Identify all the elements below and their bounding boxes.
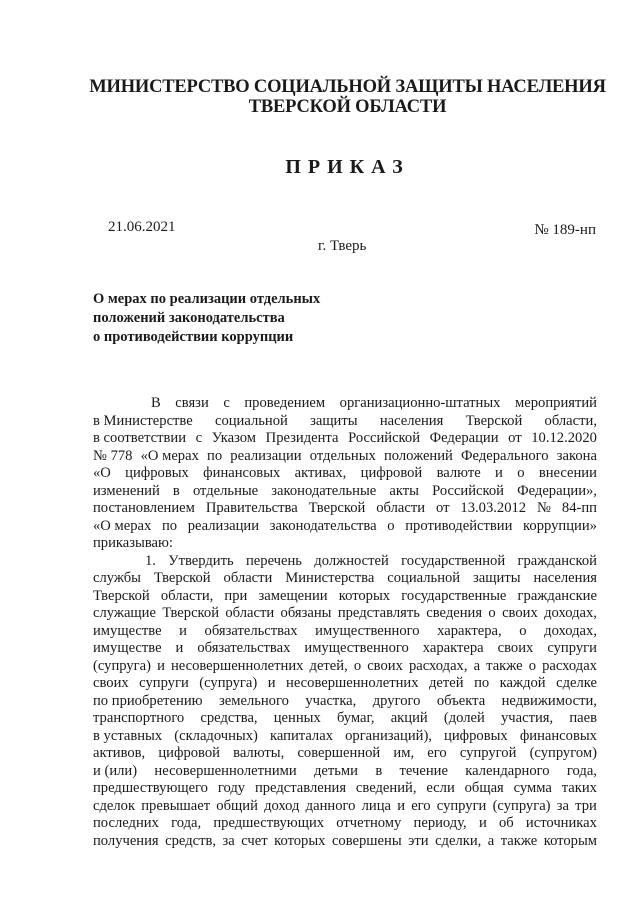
body-word: цифровой <box>158 745 220 761</box>
body-word: три <box>575 797 597 814</box>
body-line <box>93 675 597 693</box>
body-line <box>93 710 597 728</box>
body-word: также <box>486 657 523 674</box>
body-line <box>93 745 597 763</box>
body-line <box>93 553 597 571</box>
body-word: и <box>179 622 187 639</box>
body-word: эти <box>408 832 429 849</box>
body-word: супруги <box>547 640 597 656</box>
body-word: земельного <box>218 692 289 709</box>
body-word: от <box>435 500 450 516</box>
body-word: проведением <box>244 395 326 411</box>
body-word: совершенной <box>297 745 381 761</box>
body-word: календарного <box>465 762 550 779</box>
body-word: Тверской <box>162 605 220 621</box>
body-line <box>93 518 597 536</box>
body-word: отчетному <box>336 815 402 831</box>
body-word: гражданской <box>517 552 597 569</box>
body-word: изменений <box>93 482 160 499</box>
body-word: и (или) <box>93 762 138 779</box>
body-word: имущественного <box>315 622 420 639</box>
body-word: активах, <box>294 465 347 481</box>
body-line <box>93 763 597 781</box>
body-word: № 778 <box>93 447 133 464</box>
body-word: замещении <box>258 587 328 604</box>
body-line <box>93 448 597 466</box>
order-city: г. Тверь <box>318 238 367 254</box>
body-word: имуществе <box>93 622 162 639</box>
body-word: расходах, <box>408 657 468 674</box>
body-word: Федерации <box>429 430 499 446</box>
body-word: реализации <box>230 447 302 464</box>
body-word: своих <box>497 640 534 656</box>
body-word: «О мерах <box>93 517 152 534</box>
body-word: акций <box>390 710 428 726</box>
body-word: Президента <box>265 430 339 446</box>
body-word: транспортного <box>93 710 185 726</box>
body-word: Министерства <box>285 570 375 586</box>
body-word: расходах <box>542 657 597 674</box>
body-word: закона <box>556 447 597 464</box>
ministry-header <box>60 77 635 117</box>
body-word: финансовых <box>203 465 281 481</box>
body-word: Правительства <box>205 500 298 516</box>
body-line <box>93 605 597 623</box>
body-line <box>93 658 597 676</box>
body-word: 10.12.2020 <box>531 430 597 446</box>
body-word: внесении <box>538 465 597 481</box>
order-body-text <box>93 395 597 850</box>
body-word: связи <box>175 395 209 411</box>
body-word: супруги <box>139 675 189 691</box>
body-word: Федерального <box>461 447 549 464</box>
body-word: цифровых <box>125 465 189 481</box>
body-word: сделок <box>93 797 136 814</box>
body-word: в Министерстве <box>93 412 193 429</box>
subject-line: о противодействии коррупции <box>93 329 294 345</box>
body-word: сделки, <box>435 832 482 849</box>
body-word: а <box>473 657 481 674</box>
body-word: по приобретению <box>93 692 203 709</box>
body-word: Указом <box>211 430 257 446</box>
body-word: им, <box>393 745 415 761</box>
body-word: (супругом) <box>529 745 597 761</box>
subject-line: положений законодательства <box>93 310 285 326</box>
body-word: обязательствах <box>197 640 291 656</box>
body-word: средства, <box>200 710 258 726</box>
body-word: обязаны <box>280 605 332 621</box>
body-word: в соответствии <box>93 430 186 446</box>
body-word: положений <box>383 447 453 464</box>
body-word: законодательные <box>271 482 377 499</box>
body-word: (супруга) <box>93 657 151 674</box>
body-word: общий <box>216 797 258 814</box>
body-word: превышает <box>141 797 211 814</box>
body-word: социальной <box>214 412 288 429</box>
body-word: по <box>474 675 490 691</box>
body-line <box>93 798 597 816</box>
body-word: последних <box>93 815 159 831</box>
body-word: имуществе <box>93 640 162 656</box>
body-word: представлять <box>337 605 420 621</box>
body-word: В <box>151 395 161 411</box>
body-word: по <box>207 447 223 464</box>
body-word: если <box>426 780 455 796</box>
body-word: по <box>161 517 178 534</box>
body-word: своих <box>367 657 403 674</box>
body-line <box>93 815 597 833</box>
body-word: которых <box>338 587 391 604</box>
body-line <box>93 728 597 746</box>
body-word: и <box>495 465 503 481</box>
body-word: паев <box>569 710 597 726</box>
body-word: за <box>222 832 235 849</box>
body-word: каждой <box>499 675 546 691</box>
body-word: с <box>195 430 203 446</box>
body-word: защиты <box>473 570 521 586</box>
body-line <box>93 693 597 711</box>
body-word: о <box>353 657 362 674</box>
body-word: предшествующих <box>213 815 325 831</box>
body-word: области, <box>160 587 214 604</box>
body-word: и <box>478 815 487 831</box>
body-word: течение <box>399 762 448 779</box>
body-word: и <box>157 657 165 674</box>
body-word: объекта <box>436 692 486 709</box>
body-word: 13.03.2012 <box>460 500 527 516</box>
body-word: гражданские <box>517 587 597 604</box>
body-word: валюты, <box>233 745 285 761</box>
body-word: Утвердить <box>168 552 234 569</box>
body-word: источниках <box>525 815 597 831</box>
body-word: населения <box>533 570 597 586</box>
body-word: его <box>427 745 447 761</box>
body-line <box>93 465 597 483</box>
ministry-name-line1: МИНИСТЕРСТВО СОЦИАЛЬНОЙ ЗАЩИТЫ НАСЕЛЕНИЯ <box>89 77 606 97</box>
body-word: мероприятий <box>515 395 597 411</box>
body-line <box>93 500 597 518</box>
body-word: Российской <box>432 482 504 499</box>
body-word: участия, <box>501 710 554 726</box>
body-word: и <box>397 797 405 814</box>
body-word: (долей <box>443 710 485 726</box>
body-word: совершены <box>331 832 402 849</box>
body-word: социальной <box>387 570 461 586</box>
body-word: своих <box>502 605 538 621</box>
body-word: за <box>556 797 569 814</box>
body-word: и <box>267 675 276 691</box>
body-line <box>93 623 597 641</box>
body-word: и <box>175 640 184 656</box>
body-word: характера, <box>437 622 502 639</box>
body-word: детей <box>429 675 464 691</box>
body-word: а <box>487 832 495 849</box>
order-number: № 189-нп <box>534 222 596 238</box>
body-word: о <box>488 605 496 621</box>
body-word: Тверской <box>93 587 150 604</box>
body-word: коррупции» <box>523 517 597 534</box>
body-word: области, <box>544 412 597 429</box>
body-word: сделке <box>556 675 597 691</box>
body-word: Российской <box>348 430 420 446</box>
body-word: должностей <box>314 552 389 569</box>
body-word: «О мерах <box>140 447 199 464</box>
body-word: имущественного <box>304 640 409 656</box>
body-word: году <box>217 780 246 796</box>
body-word: получения <box>93 832 159 849</box>
body-word: государственные <box>401 587 507 604</box>
body-word: «О <box>93 465 111 481</box>
body-word: службы <box>93 570 141 586</box>
order-subject <box>93 290 320 347</box>
body-line <box>93 588 597 606</box>
body-word: реализации <box>187 517 260 534</box>
body-word: об <box>498 815 514 831</box>
body-word: обязательствах <box>204 622 298 639</box>
body-word: финансовых <box>519 727 597 744</box>
body-word: характера <box>422 640 484 656</box>
body-word: детей, <box>309 657 348 674</box>
body-word: в уставных <box>93 727 163 744</box>
body-word: от <box>508 430 522 446</box>
body-word: организационно-штатных <box>339 395 501 411</box>
body-word: валюте <box>436 465 481 481</box>
body-word: бумаг, <box>336 710 375 726</box>
body-word: области <box>223 570 273 586</box>
body-word: населения <box>379 412 444 429</box>
body-word: счет <box>241 832 268 849</box>
body-word: о <box>528 657 537 674</box>
body-word: также <box>500 832 538 849</box>
body-word: (складочных) <box>174 727 258 744</box>
body-word: Федерации», <box>517 482 597 499</box>
body-word: недвижимости, <box>501 692 597 709</box>
body-line <box>93 640 597 658</box>
body-word: Тверской <box>153 570 211 586</box>
body-word: защиты <box>310 412 358 429</box>
body-word: о <box>519 622 527 639</box>
ministry-name-line2: ТВЕРСКОЙ ОБЛАСТИ <box>248 97 447 117</box>
body-word: организаций), <box>345 727 432 744</box>
body-word: средств, <box>165 832 217 849</box>
body-word: таких <box>561 780 597 796</box>
body-line <box>93 833 597 851</box>
body-word: сведений, <box>355 780 417 796</box>
body-word: о <box>517 465 525 481</box>
body-word: постановлением <box>93 500 195 516</box>
body-word: общая <box>464 780 504 796</box>
body-word: государственной <box>401 552 506 569</box>
body-word: периоду, <box>413 815 467 831</box>
body-word: доходах, <box>544 622 597 639</box>
body-word: цифровой <box>360 465 423 481</box>
body-word: участка, <box>305 692 357 709</box>
body-word: которых <box>274 832 326 849</box>
body-word: данного <box>305 797 356 814</box>
body-word: сумма <box>513 780 552 796</box>
body-line <box>93 395 597 413</box>
body-word: с <box>223 395 230 411</box>
body-word: противодействии <box>405 517 513 534</box>
subject-line: О мерах по реализации отдельных <box>93 291 321 307</box>
body-word: сведения <box>426 605 483 621</box>
body-word: 84-пп <box>561 500 597 516</box>
body-line <box>93 570 597 588</box>
body-word: области <box>376 500 426 516</box>
body-word: которым <box>543 832 597 849</box>
body-word: супруги <box>436 797 487 814</box>
body-word: активов, <box>93 745 146 761</box>
body-word: несовершеннолетних <box>286 675 419 691</box>
body-word: при <box>224 587 248 604</box>
body-word: супругой <box>459 745 517 761</box>
body-word: своих <box>93 675 129 691</box>
body-word: его <box>411 797 431 814</box>
body-word: перечень <box>245 552 302 569</box>
order-title: ПРИКАЗ <box>285 156 410 178</box>
body-word: ценных <box>273 710 321 726</box>
body-word: о <box>387 517 395 534</box>
body-word: несовершеннолетними <box>154 762 297 779</box>
body-word: законодательства <box>269 517 377 534</box>
body-word: года, <box>566 762 597 779</box>
body-word: доходах, <box>544 605 597 621</box>
body-word: области <box>225 605 275 621</box>
body-word: приказываю: <box>93 535 173 551</box>
body-word: несовершеннолетних <box>170 657 304 674</box>
body-word: (супруга) <box>199 675 258 691</box>
body-line <box>93 535 597 553</box>
body-line <box>93 413 597 431</box>
body-word: представления <box>254 780 347 796</box>
body-word: цифровых <box>444 727 508 744</box>
body-word: в <box>172 482 180 499</box>
body-word: служащие <box>93 605 156 621</box>
body-word: лица <box>361 797 391 814</box>
body-line <box>93 483 597 501</box>
body-word: Тверской <box>308 500 366 516</box>
body-word: (супруга) <box>492 797 551 814</box>
body-word: отдельных <box>309 447 376 464</box>
body-word: в <box>375 762 383 779</box>
body-word: № <box>537 500 551 516</box>
body-word: года, <box>171 815 202 831</box>
body-word: детьми <box>314 762 358 779</box>
body-word: Тверской <box>465 412 523 429</box>
body-word: 1. <box>145 552 156 569</box>
body-line <box>93 780 597 798</box>
body-word: акты <box>389 482 419 499</box>
body-line <box>93 430 597 448</box>
body-word: предшествующего <box>93 780 208 796</box>
body-word: отдельные <box>192 482 259 499</box>
order-date: 21.06.2021 <box>108 219 176 235</box>
body-word: доход <box>264 797 300 814</box>
body-word: капиталах <box>270 727 333 744</box>
body-word: другого <box>372 692 421 709</box>
